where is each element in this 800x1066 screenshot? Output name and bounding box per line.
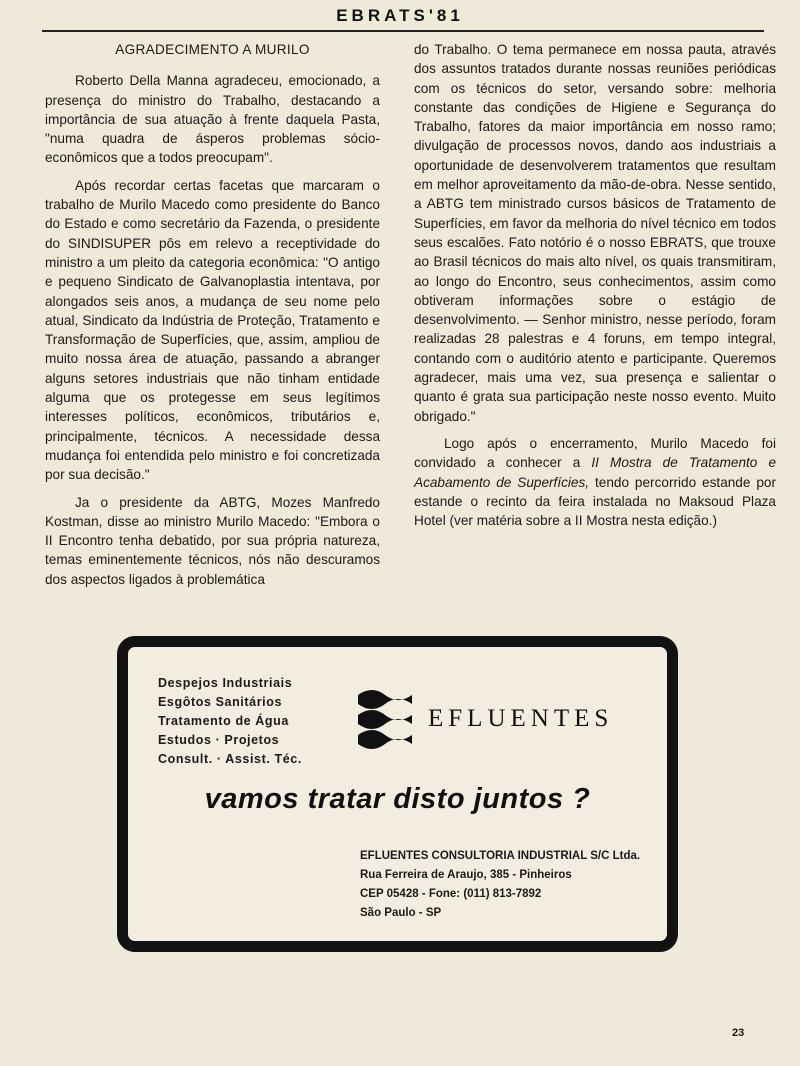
- ad-slogan: vamos tratar disto juntos ?: [204, 783, 591, 815]
- page-header-title: EBRATS'81: [336, 6, 464, 25]
- paragraph: Roberto Della Manna agradeceu, emocionado, a presença do ministro do Trabalho, destacando a importância de sua atuação à frente daquela Pasta, "numa quadra de ásperos problemas sócio-econômicos que a todos preocupam".: [45, 73, 380, 166]
- paragraph: Ja o presidente da ABTG, Mozes Manfredo Kostman, disse ao ministro Murilo Macedo: "Embora o II Encontro tenha debatido, por sua própria natureza, temas eminentemente técnicos, nós não descuramos dos aspectos ligados à problemática: [45, 494, 380, 587]
- ad-brand-name: EFLUENTES: [428, 705, 614, 732]
- ad-service-item: Consult. · Assist. Téc.: [158, 752, 302, 766]
- section-title: AGRADECIMENTO A MURILO: [115, 42, 310, 57]
- ad-service-item: Esgôtos Sanitários: [158, 695, 283, 709]
- ad-company-name: EFLUENTES CONSULTORIA INDUSTRIAL S/C Ltda.: [360, 850, 641, 862]
- ad-address: Rua Ferreira de Araujo, 385 - Pinheiros: [360, 869, 572, 881]
- header-divider: [42, 30, 764, 32]
- ad-service-item: Tratamento de Água: [158, 714, 289, 728]
- ad-contact-block: [360, 847, 640, 923]
- article-right-column: [414, 40, 776, 538]
- closing-text: tendo percorrido estande por estande o recinto da feira instalada no Maksoud Plaza Hotel (ver matéria sobre a II Mostra nesta edição.): [414, 474, 776, 529]
- paragraph: do Trabalho. O tema permanece em nossa pauta, através dos assuntos tratados durante nossas reuniões periódicas com os técnicos do setor, versando sobre: melhoria constante das condições de Higiene e Segurança do Trabalho, fatores da maior importância em nosso ramo; divulgação de processos novos, dando aos industriais a oportunidade de desenvolverem tratamentos que resultam em melhor aproveitamento da mão-de-obra. Nesse sentido, a ABTG tem ministrado cursos básicos de Tratamento de Superfícies, em favor da melhoria do nível técnico em todos seus escalões. Fato notório é o nosso EBRATS, que trouxe ao Brasil técnicos do mais alto nível, os quais transmitiram, ao longo do Encontro, seus conhecimentos, assim como obtiveram informações sobre o estágio de desenvolvimento. — Senhor ministro, nesse período, foram realizadas 28 palestras e 4 foruns, em tempo integral, contando com o auditório atento e participante. Queremos agradecer, mais uma vez, sua presença e salientar o quanto é grata sua participação neste nosso evento. Muito obrigado.": [414, 42, 776, 424]
- ad-services-list: [158, 674, 302, 769]
- wave-lines-icon: [354, 685, 416, 758]
- ad-cep-phone: CEP 05428 - Fone: (011) 813-7892: [360, 888, 542, 900]
- exhibition-name: II Mostra de Tratamento e Acabamento de Superfícies,: [414, 455, 777, 490]
- closing-text: Logo após o encerramento, Murilo Macedo foi convidado a conhecer a: [414, 435, 776, 471]
- advertisement: [117, 636, 678, 952]
- ad-city: São Paulo - SP: [360, 907, 442, 919]
- ad-service-item: Despejos Industriais: [158, 676, 293, 690]
- closing-paragraph: [414, 434, 776, 530]
- ad-service-item: Estudos · Projetos: [158, 733, 280, 747]
- paragraph: Após recordar certas facetas que marcaram o trabalho de Murilo Macedo como presidente do Banco do Estado e como secretário da Fazenda, o presidente do SINDISUPER pôs em relevo a receptividade do ministro a um pleito da categoria econômica: "O antigo e pequeno Sindicato de Galvanoplastia intentava, por alongados seis anos, a mudança de seu nome pelo atual, Sindicato da Indústria de Proteção, Tratamento e Transformação de Superfícies, que, assim, ampliou de muito nossa área de atuação, passando a abranger alguns setores industriais que não tinham entidade alguma que os protegesse em seus legítimos interesses políticos, econômicos, tributários e, principalmente, técnicos. A necessidade dessa mudança foi entendida pelo ministro e foi concretizada por sua decisão.": [45, 177, 380, 483]
- article-left-column: [45, 40, 380, 597]
- page-number: 23: [732, 1027, 745, 1039]
